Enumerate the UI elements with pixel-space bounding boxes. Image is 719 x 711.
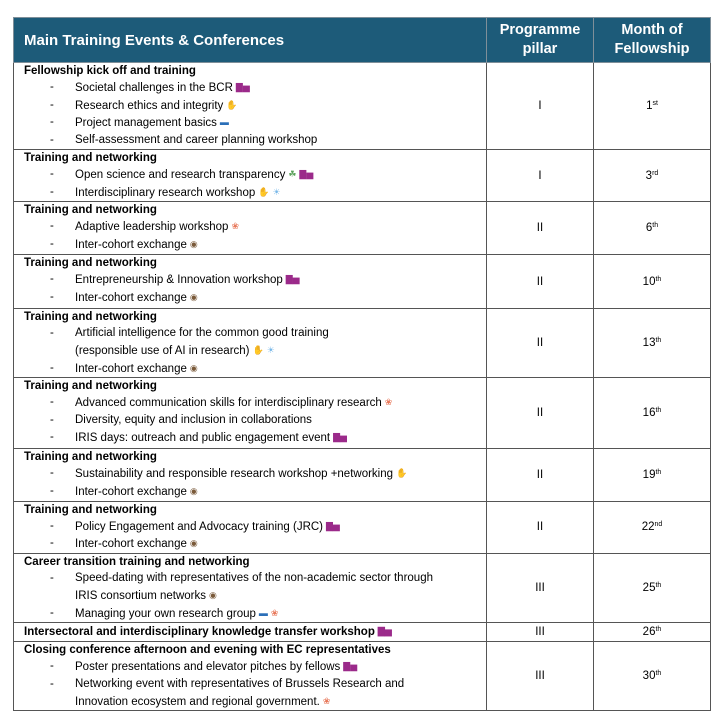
handshake-icon: ❀ — [231, 221, 239, 232]
people-icon: ◉ — [189, 291, 198, 302]
event-group-title-text: Training and networking — [24, 380, 157, 393]
month-cell — [594, 149, 711, 201]
list-item — [14, 535, 486, 553]
event-item-text: Diversity, equity and inclusion in collaborations — [75, 414, 312, 427]
month-ordinal-suffix: th — [655, 582, 662, 590]
pillar-cell: III — [487, 554, 594, 623]
event-cell — [14, 309, 487, 378]
pillar-cell: III — [487, 642, 594, 711]
pillar-cell: I — [487, 63, 594, 150]
list-item — [14, 271, 486, 289]
month-cell — [594, 63, 711, 150]
event-group-title — [14, 202, 486, 218]
month-ordinal-suffix: st — [652, 99, 658, 107]
list-item — [14, 570, 486, 604]
list-item — [14, 483, 486, 501]
event-group-title — [14, 255, 486, 271]
event-group-title-text: Training and networking — [24, 204, 157, 217]
handshake-icon: ❀ — [270, 607, 279, 618]
list-item — [14, 605, 486, 623]
handshake-icon: ❀ — [384, 397, 393, 408]
chart-icon: ▇▅ — [299, 168, 314, 179]
seedling-icon: ☘ — [288, 168, 297, 179]
list-item — [14, 184, 486, 202]
list-item — [14, 360, 486, 378]
event-item-text: Project management basics — [75, 117, 217, 130]
event-item-text: Open science and research transparency — [75, 168, 286, 181]
handshake-icon: ❀ — [322, 695, 331, 706]
event-list — [14, 394, 486, 446]
table-row — [14, 378, 711, 449]
table-body — [14, 63, 711, 711]
chart-icon: ▇▅ — [333, 431, 347, 442]
list-item — [14, 132, 486, 149]
event-item-text: IRIS days: outreach and public engagement event — [75, 431, 331, 444]
event-group-title-text: Training and networking — [24, 151, 157, 164]
list-item — [14, 412, 486, 429]
month-ordinal-suffix: th — [655, 626, 662, 634]
pillar-cell: II — [487, 255, 594, 309]
event-item-text: Self-assessment and career planning workshop — [75, 134, 318, 147]
list-item — [14, 394, 486, 412]
list-item — [14, 97, 486, 115]
month-cell — [594, 554, 711, 623]
event-list — [14, 570, 486, 622]
people-icon: ◉ — [189, 238, 198, 249]
event-item-text: Inter-cohort exchange — [75, 538, 187, 551]
event-list — [14, 658, 486, 710]
event-group-title — [14, 309, 486, 325]
pillar-cell: II — [487, 449, 594, 501]
chart-icon: ▇▅ — [377, 626, 392, 637]
table-row — [14, 449, 711, 501]
training-events-table — [13, 17, 711, 711]
month-ordinal-suffix: nd — [654, 521, 663, 529]
table-row — [14, 554, 711, 623]
event-cell — [14, 554, 487, 623]
event-list — [14, 518, 486, 553]
table-row — [14, 63, 711, 150]
month-ordinal-suffix: th — [652, 222, 659, 230]
list-item — [14, 79, 486, 97]
bulb-icon: ☀ — [266, 344, 275, 355]
event-list — [14, 465, 486, 500]
event-item-text: Inter-cohort exchange — [75, 291, 187, 304]
table-row — [14, 642, 711, 711]
month-number: 10 — [642, 275, 656, 288]
hand-icon: ✋ — [396, 468, 408, 479]
event-item-text: Speed-dating with representatives of the non-academic sector through — [75, 572, 433, 585]
month-number: 26 — [642, 626, 656, 639]
event-group-title — [14, 63, 486, 79]
flag-icon: ▬ — [258, 607, 268, 618]
event-group-title-text: Fellowship kick off and training — [24, 65, 196, 77]
event-list — [14, 166, 486, 201]
pillar-cell: II — [487, 309, 594, 378]
list-item — [14, 429, 486, 447]
list-item — [14, 325, 486, 359]
event-cell — [14, 202, 487, 255]
hand-icon: ✋ — [252, 344, 264, 355]
month-number: 30 — [642, 670, 656, 683]
table-row — [14, 501, 711, 553]
header-pillar-line2: pillar — [522, 41, 558, 57]
event-cell — [14, 378, 487, 449]
event-group-title-text: Closing conference afternoon and evening with EC representatives — [24, 644, 391, 657]
header-month-line1: Month of — [621, 22, 683, 38]
event-item-text: Societal challenges in the BCR — [75, 82, 233, 94]
event-item-text-continued: Innovation ecosystem and regional government. — [75, 695, 320, 708]
table-row — [14, 202, 711, 255]
event-item-text: Managing your own research group — [75, 607, 256, 620]
event-group-title — [14, 502, 486, 518]
header-month-line2: Fellowship — [614, 41, 690, 57]
event-cell — [14, 449, 487, 501]
month-cell — [594, 623, 711, 642]
month-number: 25 — [642, 582, 656, 595]
training-table-wrapper — [13, 17, 710, 711]
month-cell — [594, 202, 711, 255]
event-group-title-text: Training and networking — [24, 451, 157, 464]
event-group-title-text: Training and networking — [24, 311, 157, 324]
month-cell — [594, 501, 711, 553]
hand-icon: ✋ — [226, 99, 238, 110]
month-number: 6 — [645, 222, 653, 235]
event-group-title-text: Intersectoral and interdisciplinary knowledge transfer workshop — [24, 626, 375, 639]
event-group-title-text: Training and networking — [24, 503, 157, 516]
people-icon: ◉ — [189, 538, 198, 549]
event-cell — [14, 255, 487, 309]
event-group-title-text: Training and networking — [24, 257, 157, 270]
event-group-title — [14, 378, 486, 394]
event-list — [14, 325, 486, 377]
event-item-text: Entrepreneurship & Innovation workshop — [75, 274, 283, 287]
event-group-title — [14, 554, 486, 570]
month-number: 16 — [642, 407, 656, 420]
month-ordinal-suffix: th — [655, 469, 662, 477]
bulb-icon: ☀ — [272, 186, 281, 197]
list-item — [14, 236, 486, 254]
event-list — [14, 79, 486, 149]
event-cell — [14, 149, 487, 201]
chart-icon: ▇▅ — [285, 274, 300, 285]
month-ordinal-suffix: th — [655, 407, 662, 415]
month-ordinal-suffix: th — [655, 670, 662, 678]
list-item — [14, 114, 486, 132]
pillar-cell: III — [487, 623, 594, 642]
event-item-text: Advanced communication skills for interdisciplinary research — [75, 397, 382, 410]
list-item — [14, 166, 486, 184]
event-list — [14, 218, 486, 253]
people-icon: ◉ — [209, 589, 217, 600]
pillar-cell: I — [487, 149, 594, 201]
pillar-cell: II — [487, 378, 594, 449]
table-row — [14, 623, 711, 642]
event-item-text-continued: IRIS consortium networks — [75, 589, 207, 602]
event-group-title — [14, 642, 486, 658]
month-cell — [594, 642, 711, 711]
month-ordinal-suffix: th — [655, 275, 662, 283]
table-row — [14, 255, 711, 309]
list-item — [14, 289, 486, 307]
list-item — [14, 518, 486, 536]
header-pillar — [487, 18, 594, 63]
month-number: 3 — [645, 169, 653, 182]
event-item-text: Inter-cohort exchange — [75, 362, 187, 375]
event-item-text: Sustainability and responsible research workshop +networking — [75, 468, 394, 481]
month-number: 1 — [646, 99, 653, 112]
table-row — [14, 309, 711, 378]
event-group-title — [14, 623, 486, 640]
people-icon: ◉ — [189, 486, 198, 497]
header-pillar-line1: Programme — [499, 22, 581, 38]
month-cell — [594, 255, 711, 309]
list-item — [14, 658, 486, 676]
event-item-text: Research ethics and integrity — [75, 99, 224, 112]
event-item-text: Policy Engagement and Advocacy training (JRC) — [75, 520, 324, 533]
table-header-row — [14, 18, 711, 63]
event-item-text: Inter-cohort exchange — [75, 486, 187, 499]
month-ordinal-suffix: rd — [652, 169, 659, 177]
event-item-text: Interdisciplinary research workshop — [75, 186, 256, 199]
pillar-cell: II — [487, 501, 594, 553]
event-list — [14, 271, 486, 306]
chart-icon: ▇▅ — [235, 82, 250, 92]
people-icon: ◉ — [189, 362, 198, 373]
event-cell — [14, 642, 487, 711]
chart-icon: ▇▅ — [343, 661, 358, 672]
event-item-text: Adaptive leadership workshop — [75, 221, 229, 234]
flag-icon: ▬ — [219, 117, 229, 128]
event-cell — [14, 501, 487, 553]
pillar-cell: II — [487, 202, 594, 255]
event-cell — [14, 623, 487, 642]
event-item-text: Artificial intelligence for the common good training — [75, 327, 329, 340]
table-row — [14, 149, 711, 201]
event-item-text: Poster presentations and elevator pitches by fellows — [75, 661, 341, 674]
header-month — [594, 18, 711, 63]
month-number: 22 — [641, 521, 655, 534]
header-events: Main Training Events & Conferences — [14, 18, 487, 63]
list-item — [14, 676, 486, 710]
hand-icon: ✋ — [258, 186, 270, 197]
month-cell — [594, 378, 711, 449]
month-number: 13 — [642, 337, 656, 350]
month-ordinal-suffix: th — [655, 337, 662, 345]
event-group-title — [14, 150, 486, 166]
event-item-text: Networking event with representatives of Brussels Research and — [75, 677, 405, 690]
event-item-text: Inter-cohort exchange — [75, 238, 187, 251]
event-group-title-text: Career transition training and networking — [24, 556, 250, 569]
list-item — [14, 218, 486, 236]
event-group-title — [14, 449, 486, 465]
chart-icon: ▇▅ — [326, 520, 340, 531]
list-item — [14, 465, 486, 483]
month-cell — [594, 309, 711, 378]
event-item-text-continued: (responsible use of AI in research) — [75, 344, 250, 357]
month-cell — [594, 449, 711, 501]
month-number: 19 — [642, 469, 656, 482]
event-cell — [14, 63, 487, 150]
